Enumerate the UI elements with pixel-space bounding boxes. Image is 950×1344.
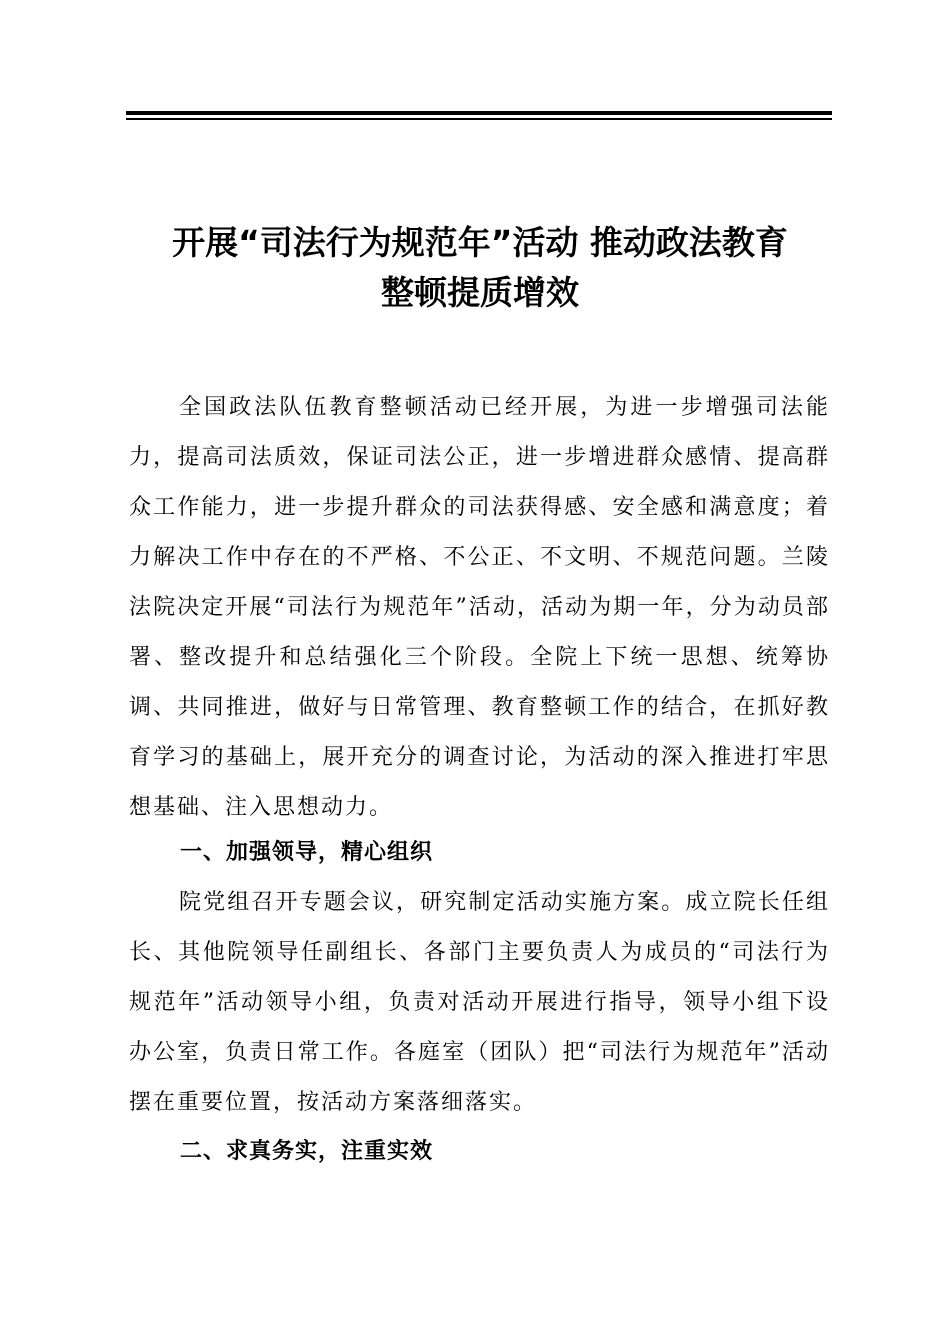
paragraph-intro [129,383,830,833]
document-title [110,218,850,318]
document-title-line2: 整顿提质增效 [381,273,579,312]
header-rule-thick [126,111,832,115]
paragraph-section-1 [129,878,830,1128]
paragraph-section-1-text: 院党组召开专题会议，研究制定活动实施方案。成立院长任组长、其他院领导任副组长、各部门主要负责人为成员的“司法行为规范年”活动领导小组，负责对活动开展进行指导，领导小组下设办公室，负责日常工作。各庭室（团队）把“司法行为规范年”活动摆在重要位置，按活动方案落细落实。 [129,890,830,1115]
section-heading-1: 一、加强领导，精心组织 [180,840,434,865]
header-rule-thin [126,118,832,120]
section-heading-2: 二、求真务实，注重实效 [180,1139,434,1164]
document-title-line1: 开展“司法行为规范年”活动 推动政法教育 [172,223,788,262]
paragraph-intro-text: 全国政法队伍教育整顿活动已经开展，为进一步增强司法能力，提高司法质效，保证司法公正，进一步增进群众感情、提高群众工作能力，进一步提升群众的司法获得感、安全感和满意度；着力解决工作中存在的不严格、不公正、不文明、不规范问题。兰陵法院决定开展“司法行为规范年”活动，活动为期一年，分为动员部署、整改提升和总结强化三个阶段。全院上下统一思想、统筹协调、共同推进，做好与日常管理、教育整顿工作的结合，在抓好教育学习的基础上，展开充分的调查讨论，为活动的深入推进打牢思想基础、注入思想动力。 [129,395,830,820]
